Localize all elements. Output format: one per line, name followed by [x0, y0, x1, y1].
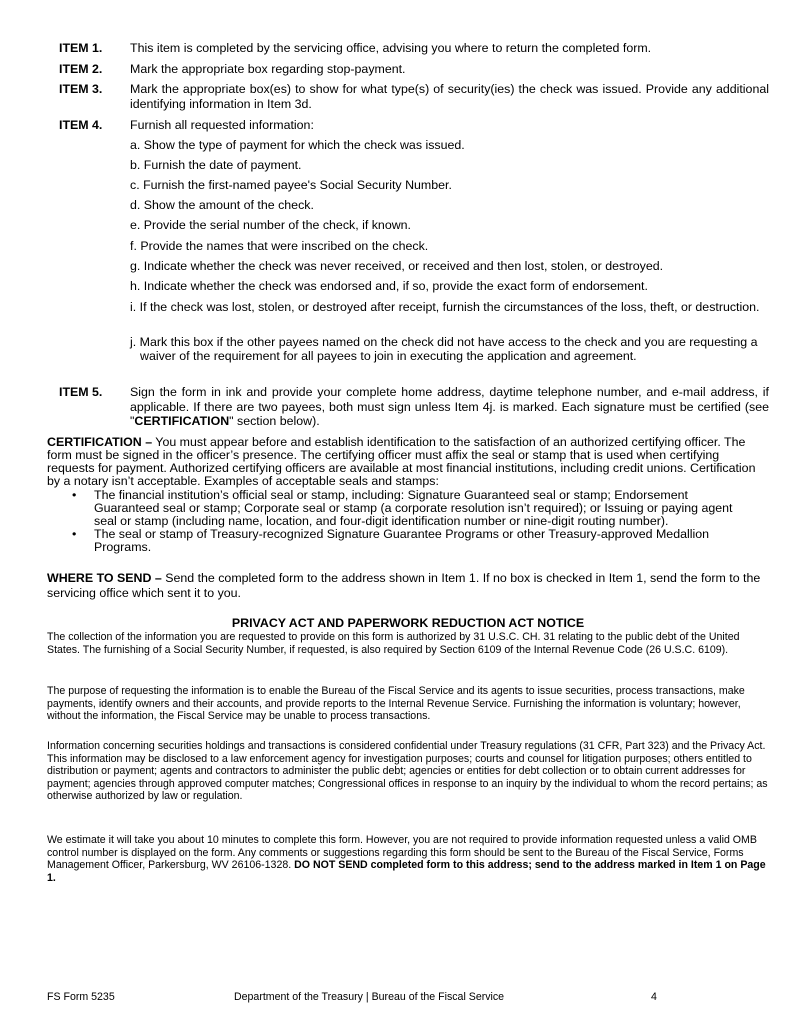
where-to-send-text: Send the completed form to the address shown in Item 1. If no box is checked in Item 1, send the form to the servicing office which sent it to you. [47, 571, 761, 600]
footer-agency: Department of the Treasury | Bureau of the Fiscal Service [234, 991, 505, 1003]
certification-paragraph [47, 436, 769, 488]
item-4-subitem-g: g. Indicate whether the check was never received, or received and then lost, stolen, or destroyed. [130, 259, 664, 273]
item-label: ITEM 4. [59, 118, 103, 132]
item-5-text-end: " section below). [229, 414, 320, 428]
footer-page-number: 4 [651, 991, 657, 1003]
privacy-paragraph-3: Information concerning securities holdings and transactions is considered confidential under Treasury regulations (31 CFR, Part 323) and the Privacy Act. This information may be disclosed to a law enforcement agency for investigation purposes; courts and counsel for litigation purposes; others entitled to distribution or payment; agents and contractors to administer the public debt; agencies or entities for debt collection or to obtain current addresses for payment; agencies through approved computer matches; Congressional offices in response to an inquiry by the individual to whom the record pertains; as otherwise authorized by law or regulation. [47, 740, 768, 803]
privacy-heading: PRIVACY ACT AND PAPERWORK REDUCTION ACT NOTICE [231, 616, 585, 630]
item-4-subitem-e: e. Provide the serial number of the check, if known. [130, 218, 411, 232]
item-text: Mark the appropriate box(es) to show for what type(s) of security(ies) the check was issued. Provide any additional identifying information in Item 3d. [130, 82, 769, 111]
bullet-icon: • [72, 488, 77, 502]
item-text: Mark the appropriate box regarding stop-payment. [130, 62, 406, 76]
item-4-subitem-f: f. Provide the names that were inscribed on the check. [130, 239, 429, 253]
item-4-subitem-b: b. Furnish the date of payment. [130, 158, 302, 172]
item-5-certification-ref: CERTIFICATION [134, 414, 230, 428]
item-4-subitem-i: i. If the check was lost, stolen, or destroyed after receipt, furnish the circumstances of the loss, theft, or destruction. [130, 300, 760, 314]
bullet-icon: • [72, 527, 77, 541]
item-4-subitem-h: h. Indicate whether the check was endorsed and, if so, provide the exact form of endorsement. [130, 279, 648, 293]
item-5-text: Sign the form in ink and provide your complete home address, daytime telephone number, and e-mail address, if applicable. If there are two payees, both must sign unless Item 4j. is marked. Each signature must be certified (see " [130, 385, 769, 428]
where-to-send-heading: WHERE TO SEND – [47, 571, 162, 585]
privacy-paragraph-1: The collection of the information you are requested to provide on this form is authorized by 31 U.S.C. CH. 31 relating to the public debt of the United States. The furnishing of a Social Security Number, if requested, is also required by Section 6109 of the Internal Revenue Code (26 U.S.C. 6109). [47, 631, 740, 656]
certification-text: You must appear before and establish identification to the satisfaction of an authorized certifying officer. The form must be signed in the officer’s presence. The certifying officer must affix the seal or stamp that is used when certifying requests for payment. Authorized certifying officers are available at most financial institutions, including credit unions. Certification by a notary isn’t acceptable. Examples of acceptable seals and stamps: [47, 435, 756, 488]
item-4-subitem-j: j. Mark this box if the other payees named on the check did not have access to the check and you are requesting a waiver of the requirement for all payees to join in executing the application and agreement. [130, 335, 758, 363]
item-text: This item is completed by the servicing office, advising you where to return the completed form. [130, 41, 652, 55]
burden-estimate-paragraph [47, 834, 769, 884]
privacy-paragraph-2: The purpose of requesting the information is to enable the Bureau of the Fiscal Service and its agents to issue securities, process transactions, make payments, identify owners and their accounts, and provide reports to the Internal Revenue Service. Furnishing the information is voluntary; however, without the information, the Fiscal Service may be unable to process transactions. [47, 685, 745, 723]
do-not-send-notice: DO NOT SEND completed form to this address; send to the address marked in Item 1 on Page 1. [47, 859, 766, 884]
certification-heading: CERTIFICATION – [47, 435, 153, 449]
item-4-subitem-d: d. Show the amount of the check. [130, 198, 314, 212]
item-4-subitem-a: a. Show the type of payment for which the check was issued. [130, 138, 465, 152]
item-label: ITEM 5. [59, 385, 103, 399]
item-label: ITEM 2. [59, 62, 103, 76]
bullet-text: The seal or stamp of Treasury-recognized Signature Guarantee Programs or other Treasury-approved Medallion Programs. [94, 527, 710, 554]
burden-estimate-text: We estimate it will take you about 10 minutes to complete this form. However, you are not required to provide information requested unless a valid OMB control number is displayed on the form. Any comments or suggestions regarding this form should be sent to the Bureau of the Fiscal Service, Forms Management Officer, Parkersburg, WV 26106-1328. [47, 834, 757, 872]
item-label: ITEM 1. [59, 41, 103, 55]
bullet-text: The financial institution’s official seal or stamp, including: Signature Guaranteed seal or stamp; Endorsement Guaranteed seal or stamp; Corporate seal or stamp (a corporate resolution isn’t required); or Issuing or paying agent seal or stamp (including name, location, and four-digit identification number or nine-digit routing number). [94, 488, 733, 528]
item-4-subitem-c: c. Furnish the first-named payee's Social Security Number. [130, 178, 452, 192]
item-text [130, 385, 769, 429]
footer-form-number: FS Form 5235 [47, 991, 115, 1003]
item-text: Furnish all requested information: [130, 118, 314, 132]
where-to-send-paragraph [47, 571, 769, 601]
item-label: ITEM 3. [59, 82, 103, 96]
